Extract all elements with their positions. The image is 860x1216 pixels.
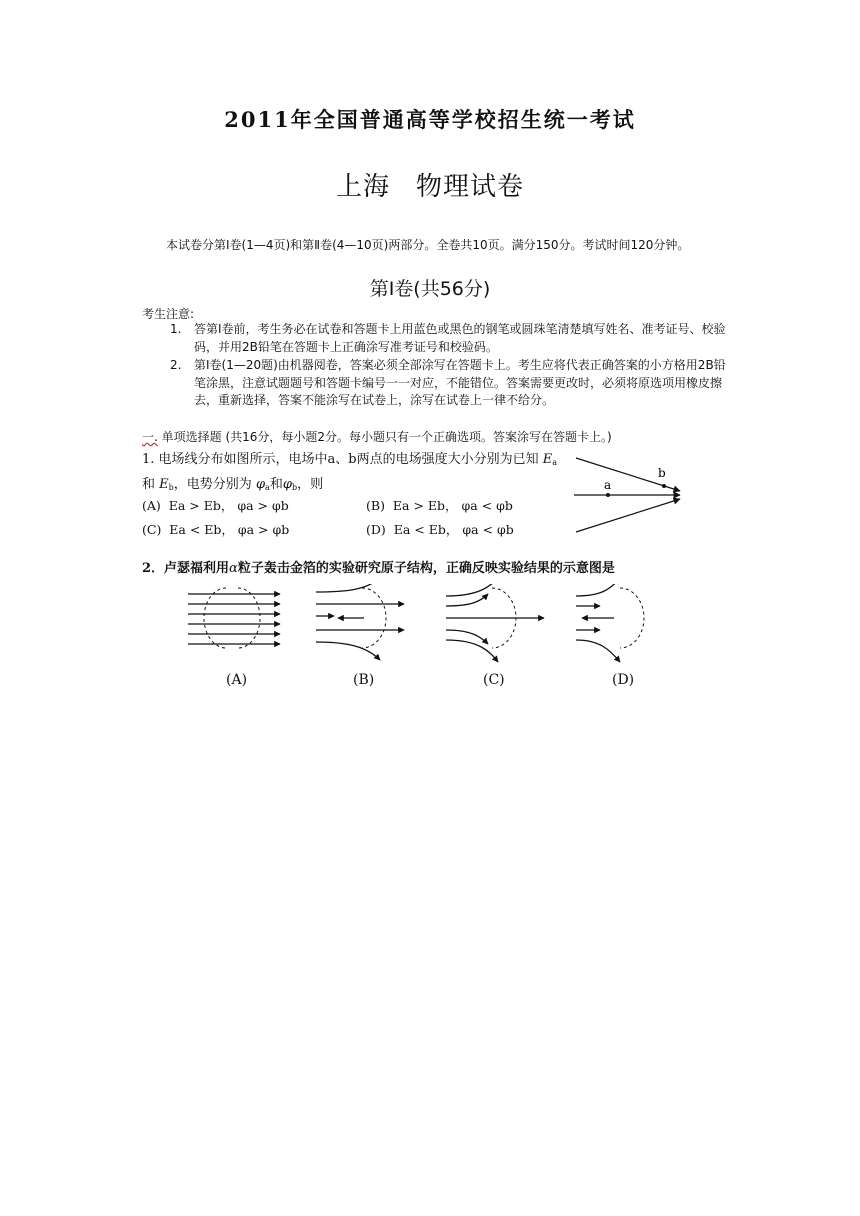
exam-title: 2011年全国普通高等学校招生统一考试 xyxy=(224,107,636,132)
figure-label-c: (C) xyxy=(483,672,505,688)
point-a-label: a xyxy=(604,478,612,492)
q1-and: 和 xyxy=(142,477,156,492)
option-expr: Ea < Eb， φa < φb xyxy=(393,522,514,537)
figure-label-d: (D) xyxy=(612,672,635,688)
field-lines-figure xyxy=(568,448,688,538)
figure-label-a: (A) xyxy=(226,672,248,688)
option-label: (D) xyxy=(366,522,386,537)
q1-potential-text: ，电势分别为 xyxy=(173,477,252,492)
paper-subtitle xyxy=(0,166,860,203)
field-line-bottom xyxy=(576,499,680,532)
option-label: (C) xyxy=(142,522,162,537)
part-one-heading xyxy=(142,428,742,445)
part-one-prefix: 一. xyxy=(142,430,158,444)
notice-item xyxy=(142,357,727,410)
question-2-stem-a: 2．卢瑟福利用 xyxy=(142,561,230,576)
question-2 xyxy=(142,557,615,576)
notice-text: 答第Ⅰ卷前，考生务必在试卷和答题卡上用蓝色或黑色的钢笔或圆珠笔清楚填写姓名、准考证号、校验码，并用2B铅笔在答题卡上正确涂写准考证号和校验码。 xyxy=(194,322,726,354)
diagram-b[interactable] xyxy=(316,584,404,660)
figure-label-b: (B) xyxy=(353,672,375,688)
notice-heading: 考生注意: xyxy=(142,307,195,321)
subtitle-subject: 物理试卷 xyxy=(416,172,525,202)
notice-list xyxy=(142,321,727,411)
point-b-label: b xyxy=(658,466,666,480)
diagram-c[interactable] xyxy=(446,584,544,662)
point-b-dot xyxy=(662,484,666,488)
alpha-symbol: α xyxy=(229,561,238,576)
symbol-E: E xyxy=(542,452,553,467)
option-a[interactable] xyxy=(142,494,289,518)
question-1 xyxy=(142,449,582,499)
question-1-options xyxy=(142,494,562,546)
option-expr: Ea > Eb， φa < φb xyxy=(392,498,513,513)
section-title: 第Ⅰ卷(共56分) xyxy=(369,278,491,300)
exam-intro: 本试卷分第Ⅰ卷(1—4页)和第Ⅱ卷(4—10页)两部分。全卷共10页。满分150分。考试时间120分钟。 xyxy=(166,238,690,252)
question-2-stem-b: 粒子轰击金箔的实验研究原子结构，正确反映实验结果的示意图是 xyxy=(237,561,615,576)
question-1-stem: 1. 电场线分布如图所示，电场中a、b两点的电场强度大小分别为已知 xyxy=(142,452,539,467)
option-label: (A) xyxy=(142,498,161,513)
option-d[interactable] xyxy=(366,518,514,542)
subtitle-region: 上海 xyxy=(335,172,390,202)
q1-and-2: 和 xyxy=(269,477,283,492)
question-1-line-2: 和 $E_b$，电势分别为 $\varphi_a$和$\varphi_b$，则 xyxy=(142,477,324,492)
diagram-a[interactable] xyxy=(188,588,280,648)
point-a-dot xyxy=(606,493,610,497)
notice-item xyxy=(142,321,727,356)
option-b[interactable] xyxy=(366,494,513,518)
question-1-line-1: 1. 电场线分布如图所示，电场中a、b两点的电场强度大小分别为已知 $E_a$ xyxy=(142,452,558,467)
part-one-text: 单项选择题 (共16分，每小题2分。每小题只有一个正确选项。答案涂写在答题卡上。) xyxy=(157,430,612,444)
option-label: (B) xyxy=(366,498,385,513)
notice-text: 第Ⅰ卷(1—20题)由机器阅卷，答案必须全部涂写在答题卡上。考生应将代表正确答案的小方格用2B铅笔涂黑，注意试题题号和答题卡编号一一对应，不能错位。答案需要更改时，必须将原选项用橡皮擦去，重新选择，答案不能涂写在试卷上，涂写在试卷上一律不给分。 xyxy=(194,358,726,407)
q1-then: ，则 xyxy=(297,477,324,492)
option-c[interactable] xyxy=(142,518,289,542)
notice-number: 2. xyxy=(170,358,182,372)
option-expr: Ea > Eb， φa > φb xyxy=(168,498,289,513)
option-expr: Ea < Eb， φa > φb xyxy=(169,522,290,537)
scattering-figures xyxy=(178,584,678,674)
diagram-d[interactable] xyxy=(576,584,644,662)
notice-number: 1. xyxy=(170,322,182,336)
